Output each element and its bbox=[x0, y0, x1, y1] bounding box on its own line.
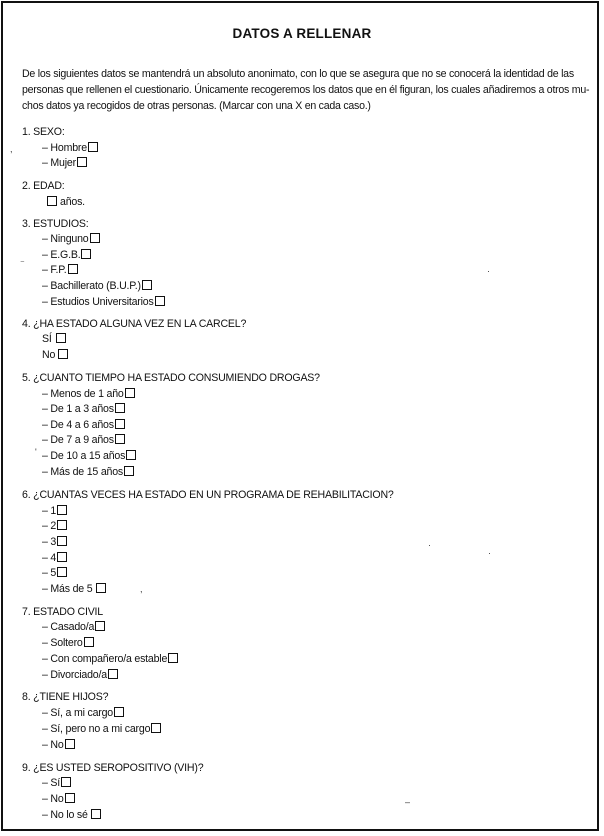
checkbox[interactable] bbox=[77, 157, 87, 167]
option-label: – De 10 a 15 años bbox=[42, 450, 126, 462]
option-10-15[interactable] bbox=[42, 450, 136, 462]
option-no[interactable] bbox=[42, 349, 68, 361]
scan-speck: · bbox=[428, 540, 431, 550]
question-sex-label: 1. SEXO: bbox=[22, 126, 65, 138]
option-label: – De 7 a 9 años bbox=[42, 434, 114, 446]
option-label: – No lo sé bbox=[42, 809, 88, 821]
option-label: – De 4 a 6 años bbox=[42, 419, 114, 431]
option-4-6[interactable] bbox=[42, 419, 125, 431]
checkbox[interactable] bbox=[57, 520, 67, 530]
question-hiv-label: 9. ¿ES USTED SEROPOSITIVO (VIH)? bbox=[22, 762, 204, 774]
option-no-vih[interactable] bbox=[42, 793, 75, 805]
checkbox[interactable] bbox=[58, 349, 68, 359]
option-4[interactable] bbox=[42, 552, 67, 564]
option-fp[interactable] bbox=[42, 264, 78, 276]
checkbox[interactable] bbox=[114, 707, 124, 717]
option-si-a-cargo[interactable] bbox=[42, 707, 124, 719]
intro-line: chos datos ya recogidos de otras personas. (Marcar con una X en cada caso.) bbox=[22, 100, 371, 112]
option-label: – Más de 15 años bbox=[42, 466, 124, 478]
option-menos-1[interactable] bbox=[42, 388, 135, 400]
option-hombre[interactable] bbox=[42, 142, 98, 154]
option-label: – Con compañero/a estable bbox=[42, 653, 168, 665]
option-1-3[interactable] bbox=[42, 403, 125, 415]
scan-speck: · bbox=[487, 266, 490, 276]
option-mujer[interactable] bbox=[42, 157, 87, 169]
checkbox[interactable] bbox=[115, 403, 125, 413]
checkbox[interactable] bbox=[57, 536, 67, 546]
checkbox[interactable] bbox=[155, 296, 165, 306]
intro-line: personas que rellenen el cuestionario. Únicamente recogeremos los datos que en él figuran, los cuales añadiremos a otros mu- bbox=[22, 84, 590, 96]
checkbox[interactable] bbox=[142, 280, 152, 290]
checkbox[interactable] bbox=[57, 505, 67, 515]
checkbox[interactable] bbox=[65, 739, 75, 749]
checkbox[interactable] bbox=[68, 264, 78, 274]
option-label: – F.P. bbox=[42, 264, 67, 276]
option-bachillerato[interactable] bbox=[42, 280, 152, 292]
option-label: – Estudios Universitarios bbox=[42, 296, 154, 308]
option-label: – 4 bbox=[42, 552, 57, 564]
option-label: – No bbox=[42, 793, 64, 805]
option-label: – Hombre bbox=[42, 142, 87, 154]
option-no-lo-se[interactable] bbox=[42, 809, 101, 821]
option-label: – Sí, pero no a mi cargo bbox=[42, 723, 151, 735]
checkbox[interactable] bbox=[56, 333, 66, 343]
option-divorciado[interactable] bbox=[42, 669, 118, 681]
question-studies-label: 3. ESTUDIOS: bbox=[22, 218, 89, 230]
checkbox[interactable] bbox=[126, 450, 136, 460]
option-label: – Mujer bbox=[42, 157, 76, 169]
option-label: – 5 bbox=[42, 567, 57, 579]
checkbox[interactable] bbox=[91, 809, 101, 819]
checkbox[interactable] bbox=[115, 419, 125, 429]
option-label: – E.G.B. bbox=[42, 249, 81, 261]
form-title: DATOS A RELLENAR bbox=[232, 26, 372, 41]
option-5[interactable] bbox=[42, 567, 67, 579]
checkbox[interactable] bbox=[84, 637, 94, 647]
option-label: – Bachillerato (B.U.P.) bbox=[42, 280, 141, 292]
option-label: – De 1 a 3 años bbox=[42, 403, 114, 415]
checkbox[interactable] bbox=[168, 653, 178, 663]
scan-speck: , bbox=[140, 584, 143, 594]
checkbox[interactable] bbox=[57, 552, 67, 562]
checkbox[interactable] bbox=[108, 669, 118, 679]
scan-speck: ⁻ bbox=[20, 258, 25, 268]
option-age-years[interactable] bbox=[47, 196, 85, 208]
intro-line: De los siguientes datos se mantendrá un absoluto anonimato, con lo que se asegura que no se conocerá la identidad de las bbox=[22, 68, 574, 80]
option-2[interactable] bbox=[42, 520, 67, 532]
option-mas-5[interactable] bbox=[42, 583, 106, 595]
option-casado[interactable] bbox=[42, 621, 105, 633]
option-label: – Ninguno bbox=[42, 233, 89, 245]
checkbox[interactable] bbox=[47, 196, 57, 206]
option-label: – Casado/a bbox=[42, 621, 95, 633]
checkbox[interactable] bbox=[61, 777, 71, 787]
checkbox[interactable] bbox=[81, 249, 91, 259]
option-si-no-a-cargo[interactable] bbox=[42, 723, 161, 735]
checkbox[interactable] bbox=[125, 388, 135, 398]
option-ninguno[interactable] bbox=[42, 233, 100, 245]
checkbox[interactable] bbox=[151, 723, 161, 733]
option-si[interactable] bbox=[42, 333, 66, 345]
question-prison-label: 4. ¿HA ESTADO ALGUNA VEZ EN LA CARCEL? bbox=[22, 318, 247, 330]
option-no-hijos[interactable] bbox=[42, 739, 75, 751]
checkbox[interactable] bbox=[65, 793, 75, 803]
option-label: – 1 bbox=[42, 505, 57, 517]
option-mas-15[interactable] bbox=[42, 466, 134, 478]
option-7-9[interactable] bbox=[42, 434, 125, 446]
question-age-label: 2. EDAD: bbox=[22, 180, 65, 192]
checkbox[interactable] bbox=[96, 583, 106, 593]
question-marital-label: 7. ESTADO CIVIL bbox=[22, 606, 103, 618]
option-universitarios[interactable] bbox=[42, 296, 165, 308]
option-label: – Soltero bbox=[42, 637, 83, 649]
checkbox[interactable] bbox=[95, 621, 105, 631]
option-label: – 2 bbox=[42, 520, 57, 532]
scan-speck: · bbox=[488, 548, 491, 558]
option-label: – Divorciado/a bbox=[42, 669, 107, 681]
option-si-vih[interactable] bbox=[42, 777, 71, 789]
option-pareja-estable[interactable] bbox=[42, 653, 178, 665]
scan-speck: – bbox=[405, 797, 411, 807]
option-label: – Sí, a mi cargo bbox=[42, 707, 113, 719]
checkbox[interactable] bbox=[88, 142, 98, 152]
option-egb[interactable] bbox=[42, 249, 91, 261]
option-label: – Menos de 1 año bbox=[42, 388, 124, 400]
option-label: años. bbox=[60, 196, 85, 208]
option-label: No bbox=[42, 349, 56, 361]
checkbox[interactable] bbox=[124, 466, 134, 476]
question-drug-time-label: 5. ¿CUANTO TIEMPO HA ESTADO CONSUMIENDO DROGAS? bbox=[22, 372, 320, 384]
option-3[interactable] bbox=[42, 536, 67, 548]
checkbox[interactable] bbox=[57, 567, 67, 577]
option-soltero[interactable] bbox=[42, 637, 94, 649]
option-label: – 3 bbox=[42, 536, 57, 548]
option-label: – Sí bbox=[42, 777, 61, 789]
question-children-label: 8. ¿TIENE HIJOS? bbox=[22, 691, 109, 703]
scan-speck: ' bbox=[35, 447, 37, 457]
scan-speck: , bbox=[10, 144, 13, 154]
question-rehab-label: 6. ¿CUANTAS VECES HA ESTADO EN UN PROGRAMA DE REHABILITACION? bbox=[22, 489, 394, 501]
checkbox[interactable] bbox=[115, 434, 125, 444]
option-1[interactable] bbox=[42, 505, 67, 517]
checkbox[interactable] bbox=[90, 233, 100, 243]
intro-paragraph bbox=[22, 66, 594, 114]
option-label: – No bbox=[42, 739, 64, 751]
option-label: SÍ bbox=[42, 333, 52, 345]
option-label: – Más de 5 bbox=[42, 583, 93, 595]
